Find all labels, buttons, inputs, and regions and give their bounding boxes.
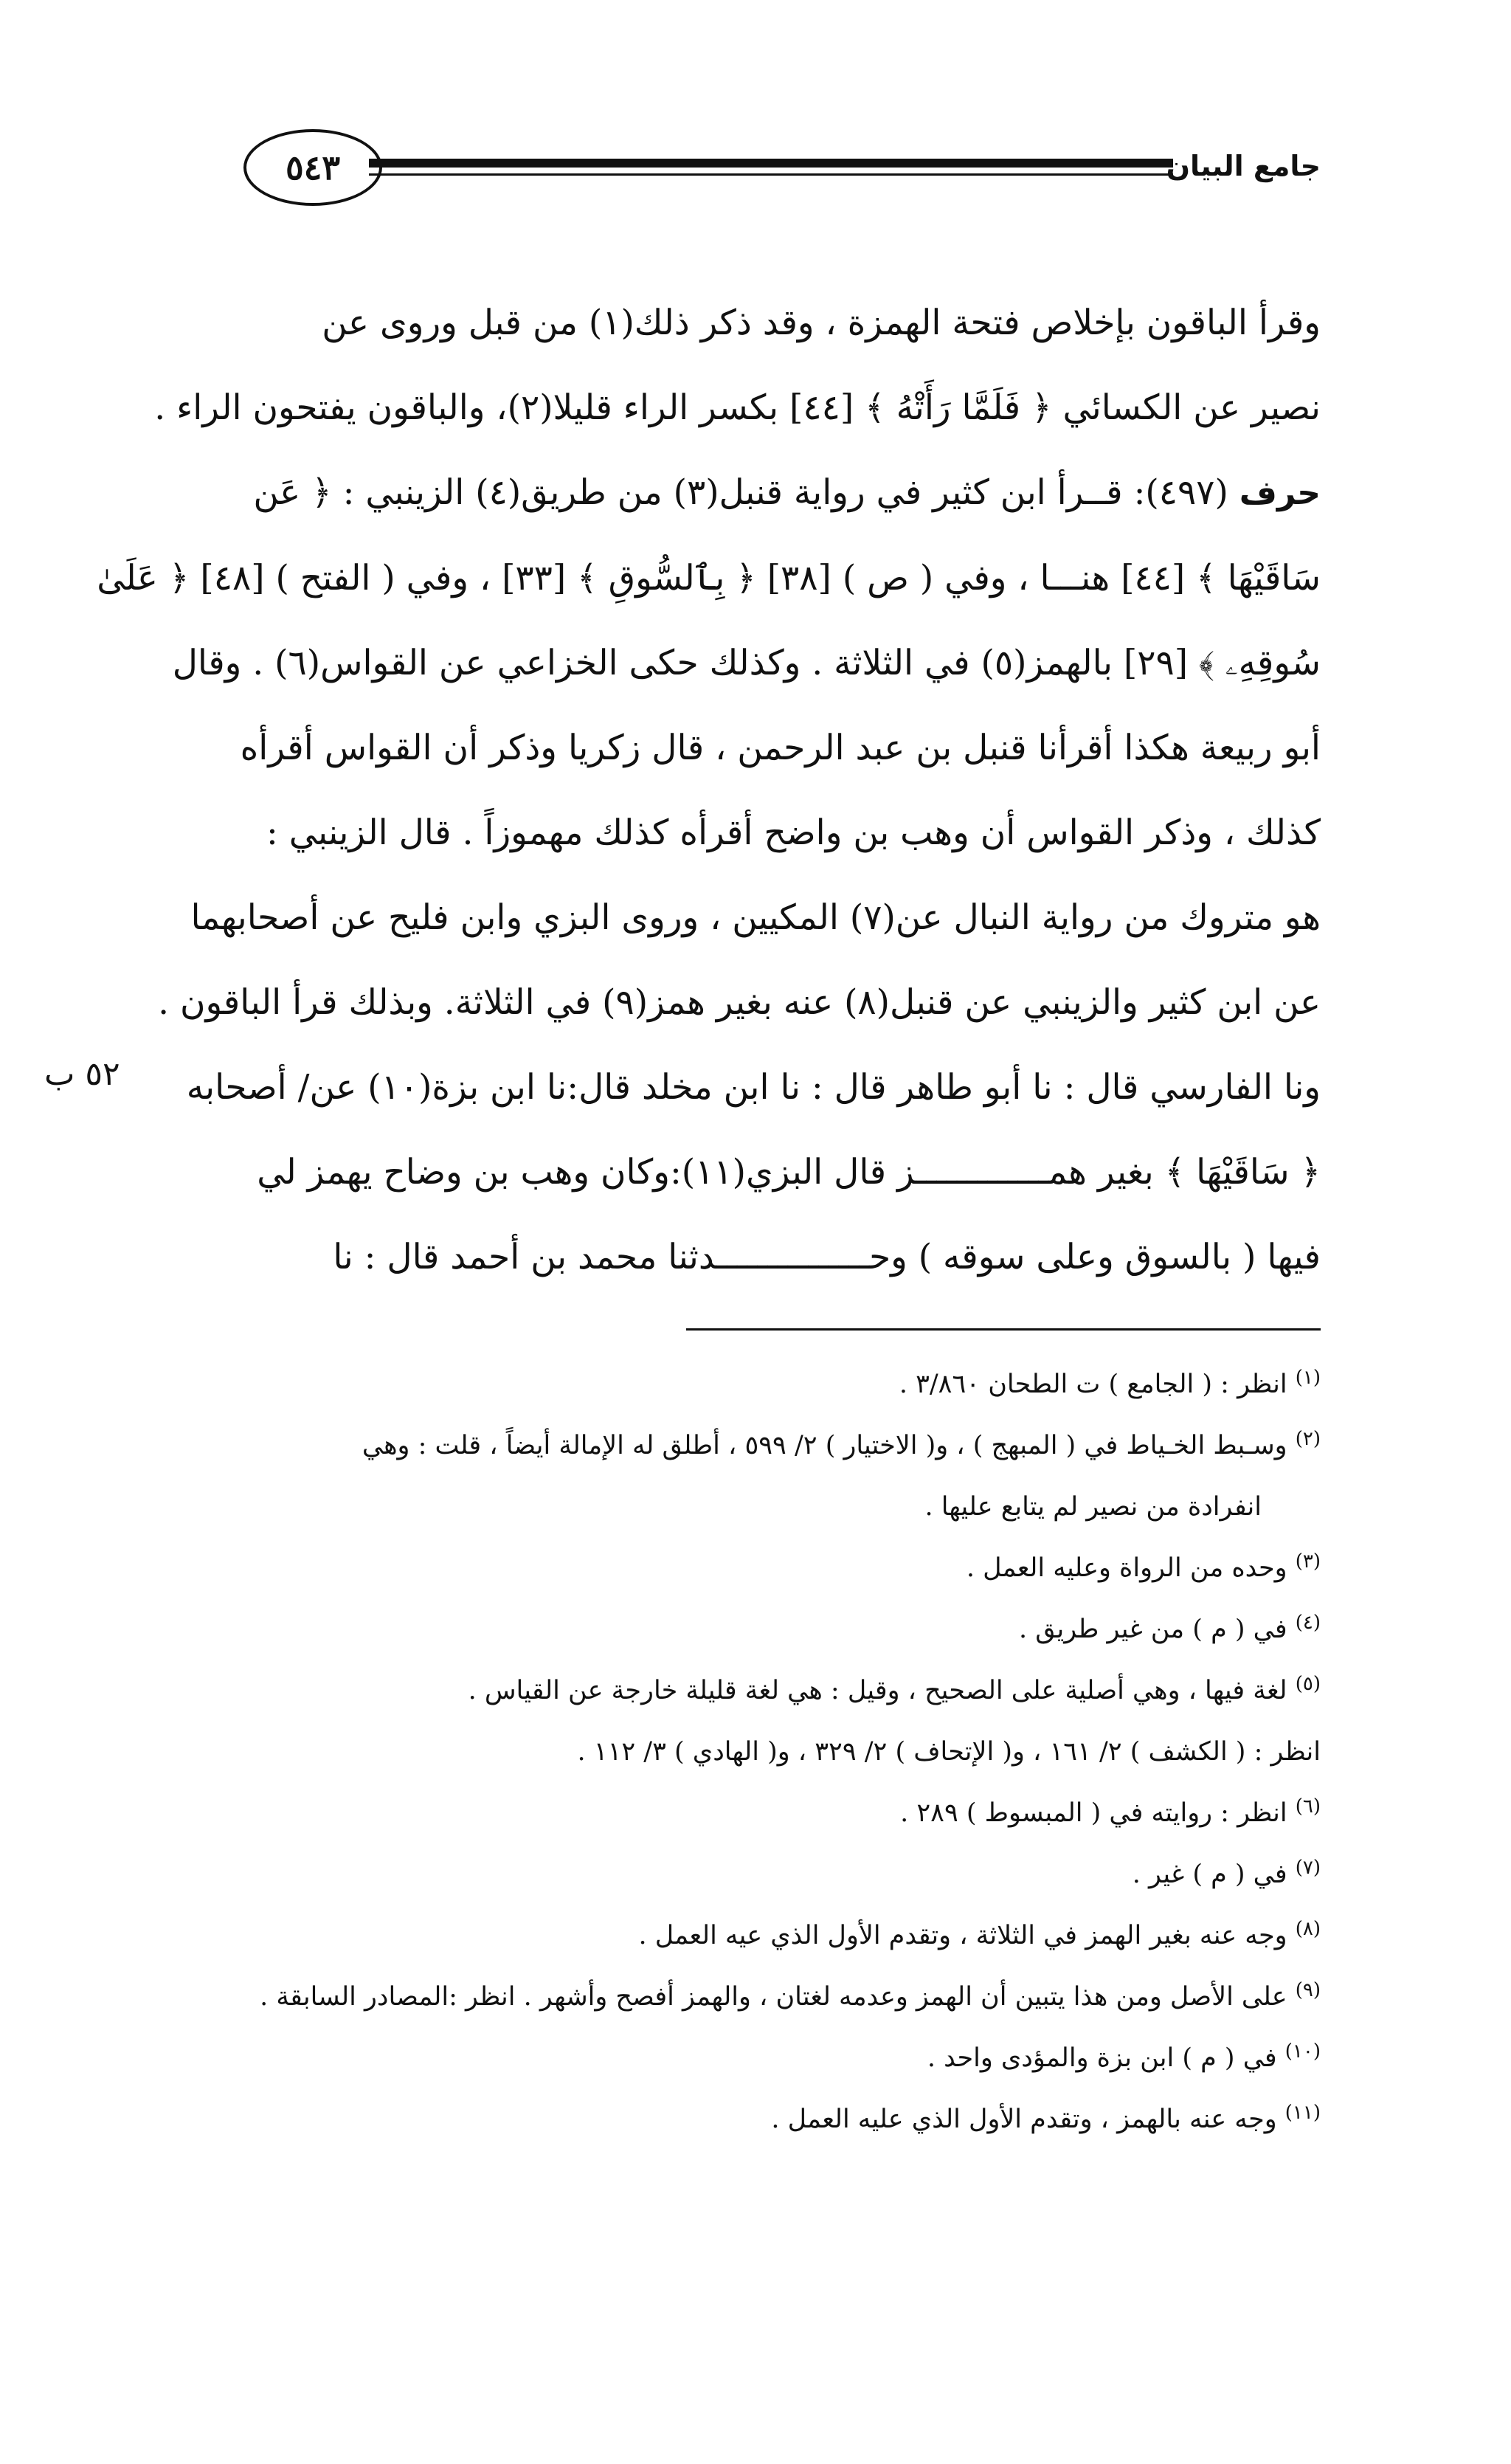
footnote [170, 1902, 1321, 1963]
header-rule-thick [369, 159, 1173, 168]
footnote-text: على الأصل ومن هذا يتبين أن الهمز وعدمه لغتان ، والهمز أفصح وأشهر . انظر :المصادر السابقة . [260, 1982, 1287, 2012]
footnote-number: (٨) [1295, 1918, 1321, 1940]
footnote-text: انظر : روايته في ( المبسوط ) ٢٨٩ . [900, 1798, 1287, 1828]
footnote-number: (٦) [1295, 1795, 1321, 1818]
footnote-number: (١) [1295, 1367, 1321, 1389]
footnote-number: (١١) [1284, 2102, 1321, 2124]
footnote [170, 1657, 1321, 1718]
footnote-text: وجه عنه بغير الهمز في الثلاثة ، وتقدم الأول الذي عيه العمل . [638, 1921, 1287, 1950]
margin-folio-note: ٥٢ ب [44, 1055, 120, 1093]
text-line: كذلك ، وذكر القواس أن وهب بن واضح أقرأه كذلك مهموزاً . قال الزينبي : [266, 812, 1321, 853]
footnote [170, 1963, 1321, 2024]
footnotes [170, 1350, 1321, 2147]
footnote [170, 1595, 1321, 1657]
main-text [97, 280, 1321, 1300]
footnote [170, 1840, 1321, 1902]
footnote-text: لغة فيها ، وهي أصلية على الصحيح ، وقيل : هي لغة قليلة خارجة عن القياس . [468, 1676, 1287, 1705]
footnote-separator [686, 1328, 1321, 1331]
footnote [170, 1412, 1321, 1473]
footnote-number: (١٠) [1284, 2040, 1321, 2063]
footnote-number: (٥) [1295, 1673, 1321, 1695]
footnote [170, 1350, 1321, 1412]
footnote-number: (٧) [1295, 1857, 1321, 1879]
footnote-text: وسـبط الخـياط في ( المبهج ) ، و( الاختيار ) ٢/ ٥٩٩ ، أطلق له الإمالة أيضاً ، قلت : وهي [362, 1431, 1287, 1460]
footnote-text: في ( م ) غير . [1132, 1860, 1287, 1889]
footnote-text: انظر : ( الجامع ) ت الطحان ٣/٨٦٠ . [899, 1370, 1287, 1399]
text-line: سَاقَيْهَا ﴾ [٤٤] هنـــا ، وفي ( ص ) [٣٨] ﴿ بِٱلسُّوقِ ﴾ [٣٣] ، وفي ( الفتح ) [٤٨] ﴿ عَلَىٰ [97, 558, 1321, 598]
footnote-text: في ( م ) من غير طريق . [1019, 1615, 1287, 1644]
text-line-harf [170, 450, 1321, 536]
text-line: (٤٩٧): قــرأ ابن كثير في رواية قنبل(٣) من طريق(٤) الزينبي : ﴿ عَن [253, 472, 1228, 513]
harf-label: حرف [1239, 474, 1321, 512]
text-line: ﴿ سَاقَيْهَا ﴾ بغير همـــــــــــــز قال البزي(١١):وكان وهب بن وضاح يهمز لي [257, 1152, 1321, 1193]
text-line: ونا الفارسي قال : نا أبو طاهر قال : نا ابن مخلد قال:نا ابن بزة(١٠) عن/ أصحابه [186, 1067, 1321, 1108]
footnote-continuation [170, 1473, 1321, 1534]
footnote [170, 1779, 1321, 1840]
footnote [170, 2024, 1321, 2085]
footnote-text: في ( م ) ابن بزة والمؤدى واحد . [927, 2043, 1277, 2073]
header-rule-thin [369, 173, 1173, 176]
footnote-number: (٢) [1295, 1428, 1321, 1450]
text-line: أبو ربيعة هكذا أقرأنا قنبل بن عبد الرحمن ، قال زكريا وذكر أن القواس أقرأه [240, 728, 1321, 768]
footnote-text: انفرادة من نصير لم يتابع عليها . [924, 1492, 1262, 1522]
text-line: وقرأ الباقون بإخلاص فتحة الهمزة ، وقد ذكر ذلك(١) من قبل وروى عن [322, 303, 1321, 343]
footnote [170, 1534, 1321, 1595]
footnote-text: وجه عنه بالهمز ، وتقدم الأول الذي عليه العمل . [771, 2105, 1277, 2134]
text-line: سُوقِهِۦ ﴾ [٢٩] بالهمز(٥) في الثلاثة . وكذلك حكى الخزاعي عن القواس(٦) . وقال [172, 643, 1321, 683]
text-line: نصير عن الكسائي ﴿ فَلَمَّا رَأَتْهُ ﴾ [٤٤] بكسر الراء قليلا(٢)، والباقون يفتحون الراء . [154, 387, 1321, 428]
footnote [170, 2085, 1321, 2147]
text-line: عن ابن كثير والزينبي عن قنبل(٨) عنه بغير همز(٩) في الثلاثة. وبذلك قرأ الباقون . [158, 982, 1321, 1023]
footnote-number: (٣) [1295, 1550, 1321, 1573]
footnote-number: (٩) [1295, 1979, 1321, 2001]
text-line: فيها ( بالسوق وعلى سوقه ) وحـــــــــــــــدثنا محمد بن أحمد قال : نا [333, 1237, 1321, 1277]
footnote-number: (٤) [1295, 1612, 1321, 1634]
footnote-continuation [170, 1718, 1321, 1779]
footnote-text: وحده من الرواة وعليه العمل . [966, 1553, 1287, 1583]
page-number: ٥٤٣ [243, 129, 382, 206]
page-header [243, 129, 1321, 210]
book-title: جامع البيان [1166, 150, 1321, 182]
footnote-text: انظر : ( الكشف ) ٢/ ١٦١ ، و( الإتحاف ) ٢/ ٣٢٩ ، و( الهادي ) ٣/ ١١٢ . [577, 1737, 1321, 1767]
text-line: هو متروك من رواية النبال عن(٧) المكيين ، وروى البزي وابن فليح عن أصحابهما [190, 897, 1321, 938]
